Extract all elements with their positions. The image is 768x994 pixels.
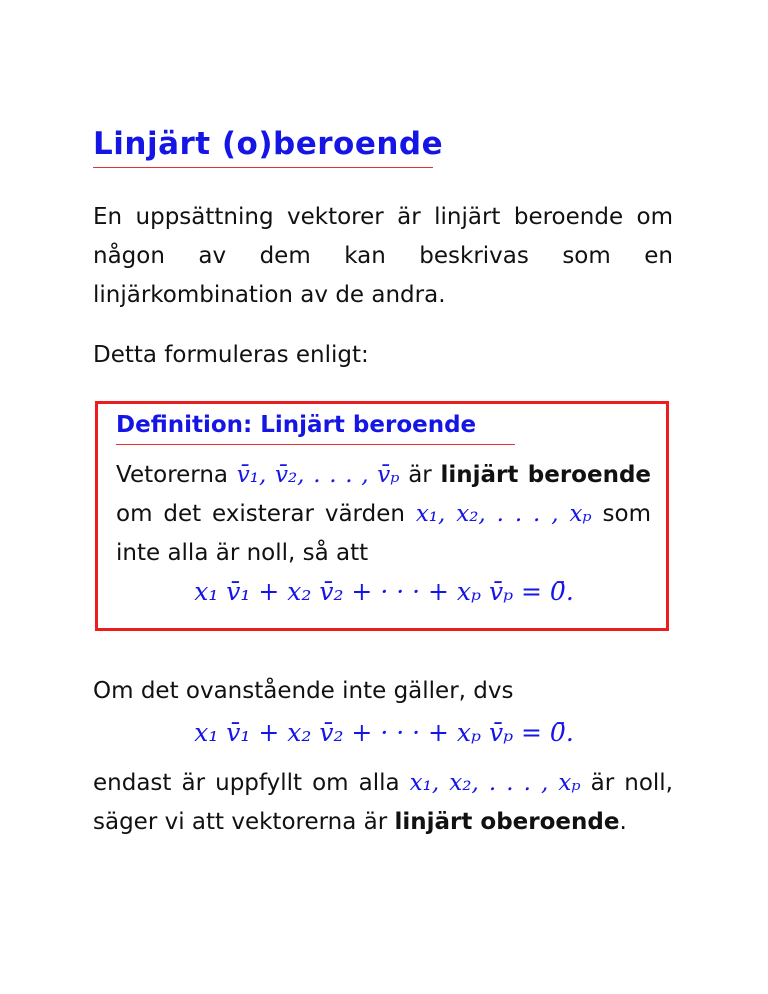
converse-paragraph [93, 764, 673, 842]
definition-vectors: v̄₁, v̄₂, . . . , v̄ₚ [236, 462, 400, 488]
converse-lead: Om det ovanstående inte gäller, dvs [93, 678, 514, 704]
definition-text-c: om det existerar värden [116, 501, 416, 527]
converse-equation: x₁ v̄₁ + x₂ v̄₂ + · · · + xₚ v̄ₚ = 0̄. [194, 718, 574, 747]
definition-body [116, 456, 651, 573]
converse-text-a: endast är uppfyllt om alla [93, 770, 410, 796]
converse-bold-term: linjärt oberoende [394, 809, 620, 835]
page-title: Linjärt (o)beroende [93, 126, 444, 162]
title-underline [93, 167, 433, 168]
intro-paragraph: En uppsättning vektorer är linjärt beroende om någon av dem kan beskrivas som en linjärkombination av de andra. [93, 204, 673, 308]
converse-scalars: x₁, x₂, . . . , xₚ [409, 770, 581, 796]
definition-equation: x₁ v̄₁ + x₂ v̄₂ + · · · + xₚ v̄ₚ = 0̄. [194, 577, 574, 606]
definition-scalars: x₁, x₂, . . . , xₚ [415, 501, 592, 527]
definition-bold-term: linjärt beroende [440, 462, 652, 488]
definition-text-a: Vetorerna [116, 462, 237, 488]
definition-title: Definition: Linjärt beroende [116, 412, 477, 438]
converse-text-b: är noll, säger vi att vektorerna är [93, 770, 673, 835]
converse-text-c: . [619, 809, 627, 835]
formulated-paragraph: Detta formuleras enligt: [93, 342, 369, 368]
definition-text-b: är [399, 462, 441, 488]
definition-text-d: som inte alla är noll, så att [116, 501, 651, 566]
definition-title-underline [116, 444, 515, 445]
